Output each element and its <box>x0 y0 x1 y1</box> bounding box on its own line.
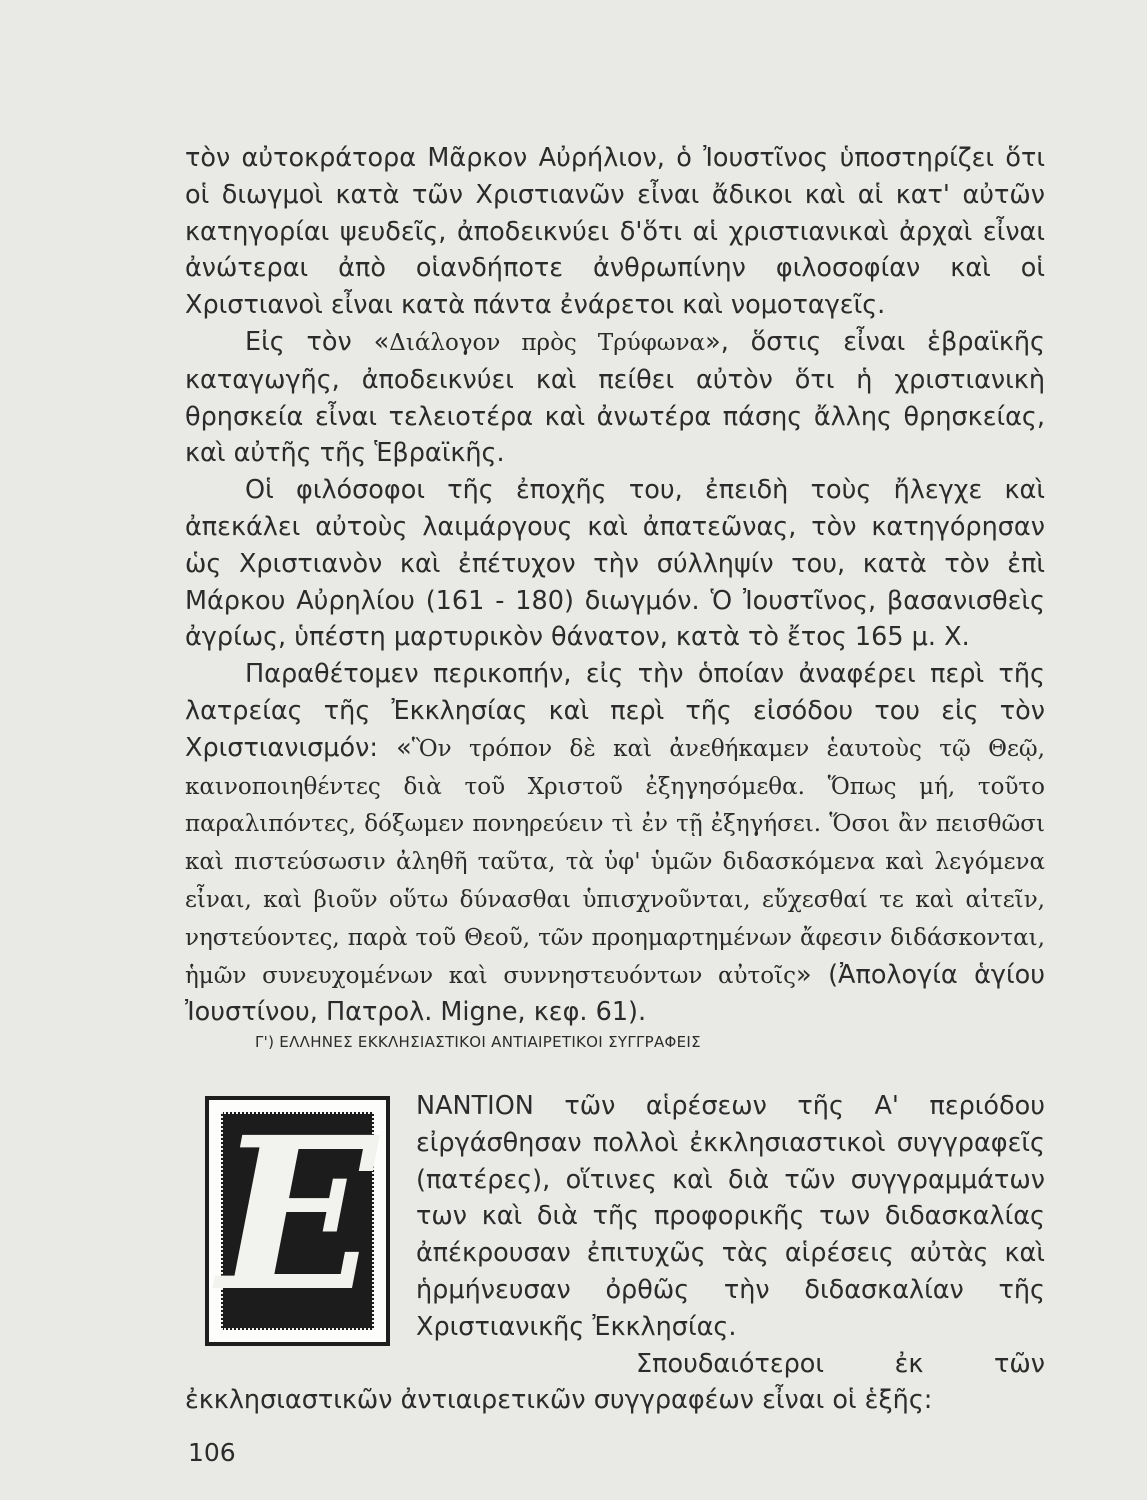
section-body <box>185 1088 1045 1419</box>
dialogue-title: Διάλογον πρὸς Τρύφωνα <box>389 329 706 356</box>
paragraph-5: ΝΑΝΤΙΟΝ τῶν αἱρέσεων τῆς Α' περιόδου εἰργάσθησαν πολλοὶ ἐκκλησιαστικοὶ συγγραφεῖς (πατέρες), οἵτινες καὶ διὰ τῶν συγγραμμάτων των καὶ διὰ τῆς προφορικῆς των διδασκαλίας ἀπέκρουσαν ἐπιτυχῶς τὰς αἱρέσεις αὐτὰς καὶ ἡρμήνευσαν ὀρθῶς τὴν διδασκαλίαν τῆς Χριστιανικῆς Ἐκκλησίας. <box>416 1091 1045 1342</box>
section-heading: Γ') ΕΛΛΗΝΕΣ ΕΚΚΛΗΣΙΑΣΤΙΚΟΙ ΑΝΤΙΑΙΡΕΤΙΚΟΙ ΣΥΓΓΡΑΦΕΙΣ <box>255 1033 701 1051</box>
paragraph-4-start: Παραθέτομεν περικοπήν, εἰς τὴν ὁποίαν ἀναφέρει περὶ τῆς λατρείας τῆς Ἐκκλησίας καὶ περὶ τῆς εἰσόδου του εἰς τὸν Χριστιανισμόν: « <box>185 659 1045 763</box>
paragraph-4-end: » (Ἀπολογία ἁγίου Ἰουστίνου, Πατρολ. Migne, κεφ. 61). <box>185 959 1045 1028</box>
page-number: 106 <box>188 1438 236 1467</box>
paragraph-2-start: Εἰς τὸν « <box>245 326 390 357</box>
paragraph-4 <box>185 656 1045 1031</box>
paragraph-3: Οἱ φιλόσοφοι τῆς ἐποχῆς του, ἐπειδὴ τοὺς ἤλεγχε καὶ ἀπεκάλει αὐτοὺς λαιμάργους καὶ ἀπατεῶνας, τὸν κατηγόρησαν ὡς Χριστιανὸν καὶ ἐπέτυχον τὴν σύλληψίν του, κατὰ τὸν ἐπὶ Μάρκου Αὐρηλίου (161 - 180) διωγμόν. Ὁ Ἰουστῖνος, βασανισθεὶς ἀγρίως, ὑπέστη μαρτυρικὸν θάνατον, κατὰ τὸ ἔτος 165 μ. Χ. <box>185 475 1045 653</box>
paragraph-2-end: », ὅστις εἶναι ἑβραϊκῆς καταγωγῆς, ἀποδεικνύει καὶ πείθει αὐτὸν ὅτι ἡ χριστιανικὴ θρησκεία εἶναι τελειοτέρα καὶ ἀνωτέρα πάσης ἄλλης θρησκείας, καὶ αὐτῆς τῆς Ἑβραϊκῆς. <box>185 326 1046 469</box>
initial-letter: E <box>217 1090 378 1338</box>
paragraph-1: τὸν αὐτοκράτορα Μᾶρκον Αὐρήλιον, ὁ Ἰουστῖνος ὑποστηρίζει ὅτι οἱ διωγμοὶ κατὰ τῶν Χριστιανῶν εἶναι ἄδικοι καὶ αἱ κατ' αὐτῶν κατηγορίαι ψευδεῖς, ἀποδεικνύει δ'ὅτι αἱ χριστιανικαὶ ἀρχαὶ εἶναι ἀνώτεραι ἀπὸ οἱανδήποτε ἀνθρωπίνην φιλοσοφίαν καὶ οἱ Χριστιανοὶ εἶναι κατὰ πάντα ἐνάρετοι καὶ νομοταγεῖς. <box>185 143 1045 321</box>
main-text <box>185 140 1045 1031</box>
paragraph-2 <box>185 324 1045 472</box>
apology-quote: Ὃν τρόπον δὲ καὶ ἀνεθήκαμεν ἑαυτοὺς τῷ Θεῷ, καινοποιηθέντες διὰ τοῦ Χριστοῦ ἐξηγησόμεθα. Ὅπως μή, τοῦτο παραλιπόντες, δόξωμεν πονηρεύειν τὶ ἐν τῇ ἐξηγήσει. Ὅσοι ἂν πεισθῶσι καὶ πιστεύσωσιν ἀληθῆ ταῦτα, τὰ ὑφ' ὑμῶν διδασκόμενα καὶ λεγόμενα εἶναι, καὶ βιοῦν οὕτω δύνασθαι ὑπισχνοῦνται, εὔχεσθαί τε καὶ αἰτεῖν, νηστεύοντες, παρὰ τοῦ Θεοῦ, τῶν προημαρτημένων ἄφεσιν διδάσκονται, ἡμῶν συνευχομένων καὶ συννηστευόντων αὐτοῖς <box>185 735 1045 989</box>
decorated-initial <box>205 1090 390 1346</box>
paragraph-6: Σπουδαιότεροι ἐκ τῶν ἐκκλησιαστικῶν ἀντιαιρετικῶν συγγραφέων εἶναι οἱ ἑξῆς: <box>185 1348 1045 1416</box>
